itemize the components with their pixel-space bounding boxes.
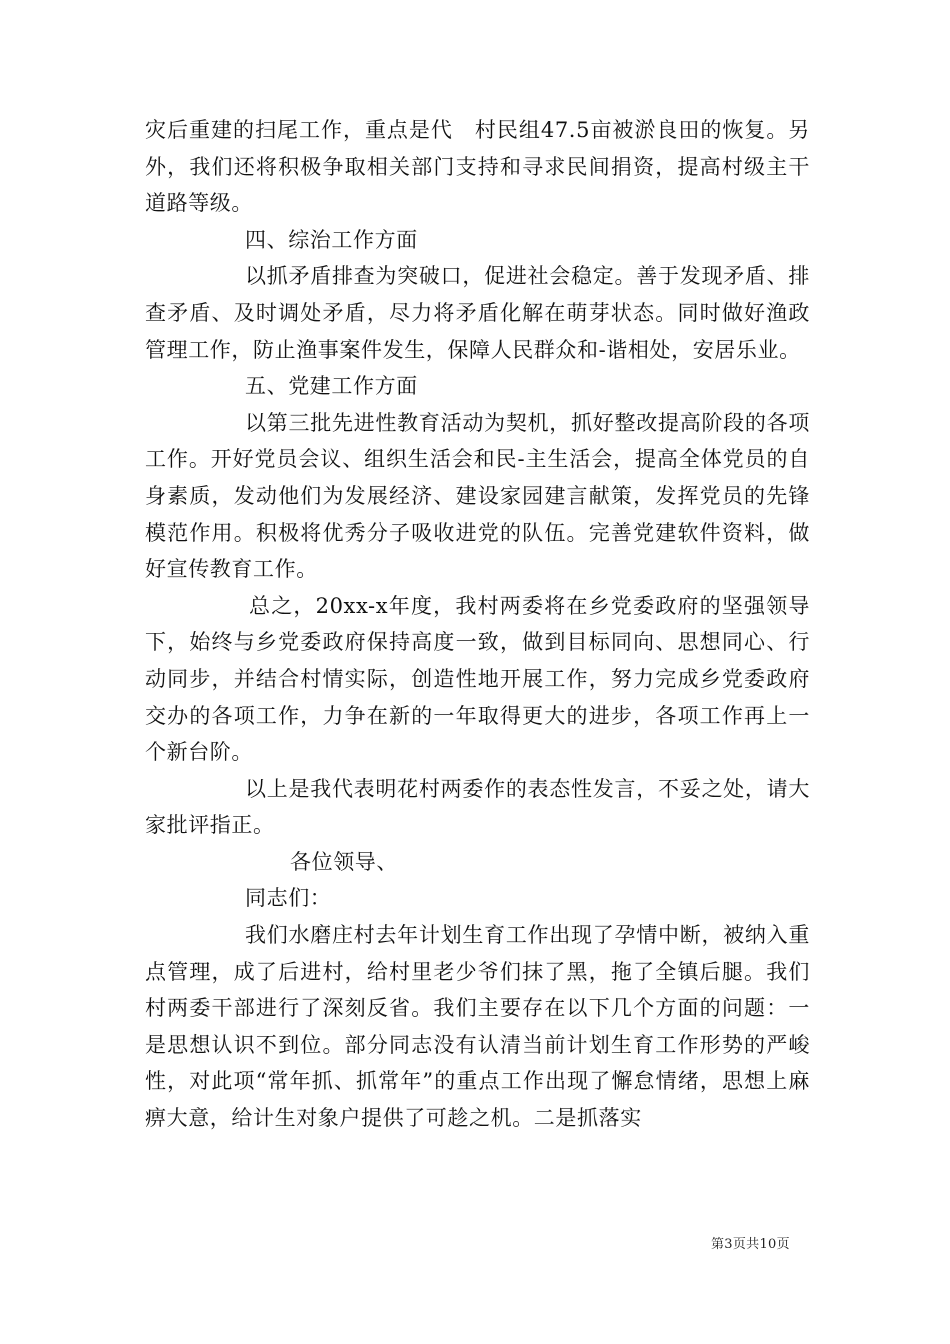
paragraph-summary: 总之，20xx-x年度，我村两委将在乡党委政府的坚强领导下，始终与乡党委政府保持高度一致，做到目标同向、思想同心、行动同步，并结合村情实际，创造性地开展工作，努力完成乡党委政府交办的各项工作，力争在新的一年取得更大的进步，各项工作再上一个新台阶。 <box>145 593 810 765</box>
page-number: 第3页共10页 <box>711 1237 790 1252</box>
paragraph-party-building: 以第三批先进性教育活动为契机，抓好整改提高阶段的各项工作。开好党员会议、组织生活会和民-主生活会，提高全体党员的自身素质，发动他们为发展经济、建设家园建言献策，发挥党员的先锋模范作用。积极将优秀分子吸收进党的队伍。完善党建软件资料，做好宣传教育工作。 <box>145 410 810 582</box>
document-body <box>145 112 810 1137</box>
greeting-leaders: 各位领导、 <box>290 849 398 874</box>
paragraph-closing: 以上是我代表明花村两委作的表态性发言，不妥之处，请大家批评指正。 <box>145 776 810 838</box>
section-heading-party-building: 五、党建工作方面 <box>245 374 418 399</box>
paragraph-continuation: 灾后重建的扫尾工作，重点是代 村民组47.5亩被淤良田的恢复。另外，我们还将积极争取相关部门支持和寻求民间捐资，提高村级主干道路等级。 <box>145 118 810 216</box>
section-heading-comprehensive-governance: 四、综治工作方面 <box>245 227 418 252</box>
paragraph-family-planning: 我们水磨庄村去年计划生育工作出现了孕情中断，被纳入重点管理，成了后进村，给村里老少爷们抹了黑，拖了全镇后腿。我们村两委干部进行了深刻反省。我们主要存在以下几个方面的问题：一是思想认识不到位。部分同志没有认清当前计划生育工作形势的严峻性，对此项“常年抓、抓常年”的重点工作出现了懈怠情绪，思想上麻痹大意，给计生对象户提供了可趁之机。二是抓落实 <box>145 923 810 1131</box>
greeting-comrades: 同志们： <box>245 886 332 911</box>
paragraph-governance: 以抓矛盾排查为突破口，促进社会稳定。善于发现矛盾、排查矛盾、及时调处矛盾，尽力将矛盾化解在萌芽状态。同时做好渔政管理工作，防止渔事案件发生，保障人民群众和-谐相处，安居乐业。 <box>145 264 810 362</box>
